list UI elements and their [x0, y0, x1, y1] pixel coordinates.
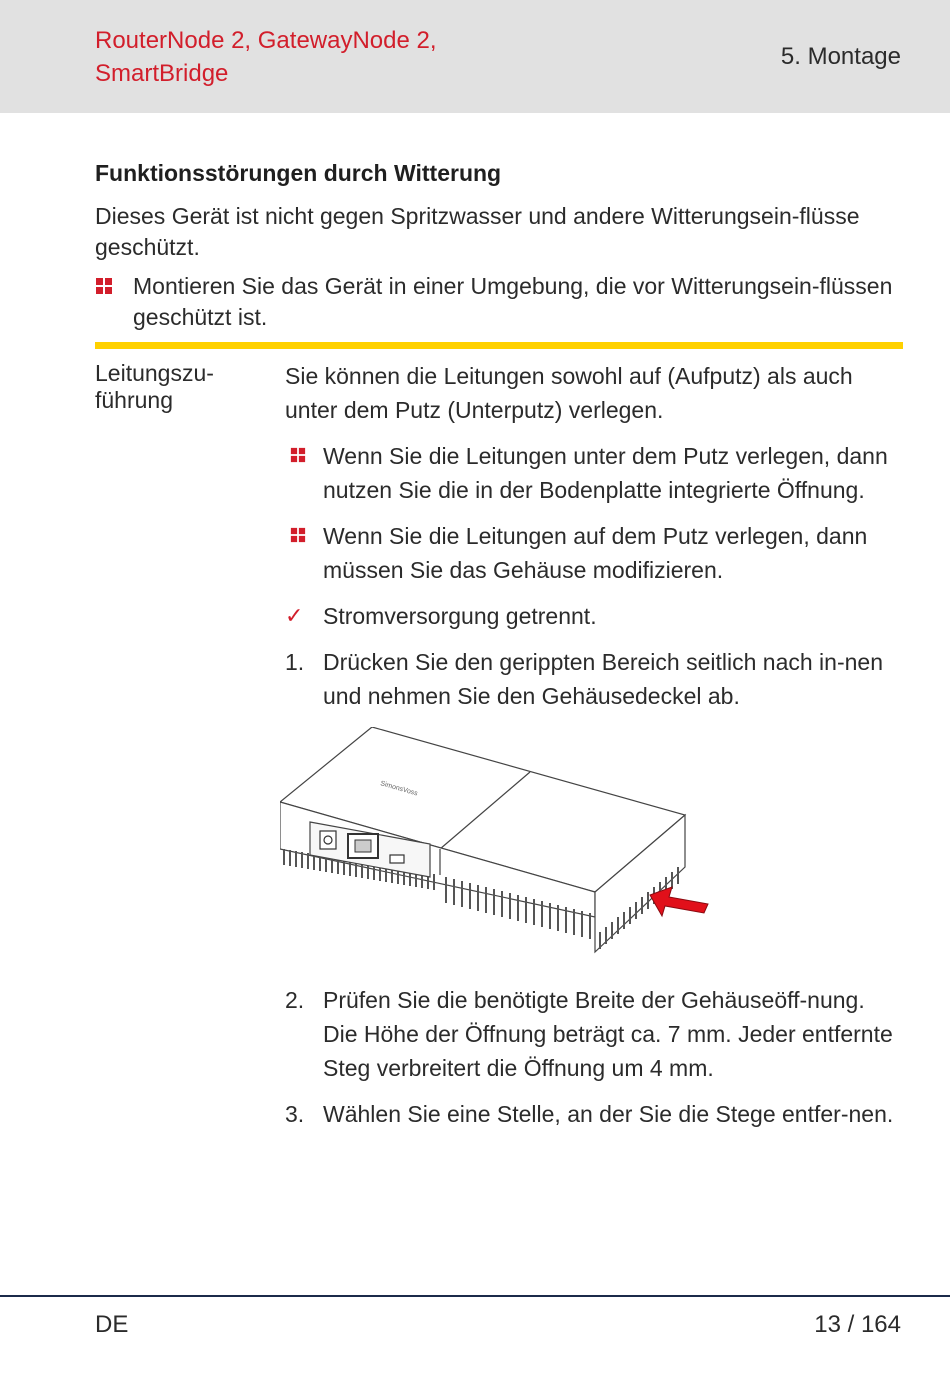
footer-language: DE — [95, 1311, 129, 1338]
figure-brand: SimonsVoss — [379, 780, 419, 798]
step-text: Drücken Sie den gerippten Bereich seitlich nach in-nen und nehmen Sie den Gehäusedeckel ab. — [323, 649, 883, 709]
section-content — [285, 359, 905, 1143]
device-illustration — [280, 727, 720, 967]
page-header — [0, 0, 950, 113]
step-item — [285, 1097, 905, 1131]
precondition — [285, 599, 905, 633]
side-label: Leitungszu-führung — [95, 360, 214, 413]
step-number: 2. — [285, 987, 305, 1013]
bullet-square-icon — [95, 277, 113, 295]
list-item — [285, 519, 905, 587]
check-icon: ✓ — [285, 603, 304, 628]
step-number: 3. — [285, 1101, 305, 1127]
bullet-square-icon — [290, 527, 306, 543]
step-item — [285, 645, 905, 713]
section-intro: Sie können die Leitungen sowohl auf (Aufputz) als auch unter dem Putz (Unterputz) verlegen. — [285, 363, 853, 423]
warning-heading: Funktionsstörungen durch Witterung — [95, 160, 502, 186]
product-title-line1: RouterNode 2, GatewayNode 2, — [95, 27, 437, 54]
section-divider — [95, 342, 903, 349]
warning-action-text: Montieren Sie das Gerät in einer Umgebung, die vor Witterungsein-flüssen geschützt ist. — [133, 273, 893, 330]
step-item — [285, 983, 905, 1085]
step-number: 1. — [285, 649, 305, 675]
arrow-icon — [650, 887, 708, 916]
bullet-square-icon — [290, 447, 306, 463]
footer-page-number: 13 / 164 — [814, 1311, 901, 1338]
device-drawing — [280, 727, 720, 967]
warning-action — [95, 271, 895, 333]
product-title-line2: SmartBridge — [95, 60, 229, 87]
warning-text: Dieses Gerät ist nicht gegen Spritzwasser und andere Witterungsein-flüsse geschützt. — [95, 203, 860, 260]
bullet-text: Wenn Sie die Leitungen unter dem Putz verlegen, dann nutzen Sie die in der Bodenplatte integrierte Öffnung. — [323, 443, 888, 503]
chapter-title: 5. Montage — [780, 43, 901, 70]
step-text: Wählen Sie eine Stelle, an der Sie die Stege entfer-nen. — [323, 1101, 894, 1127]
precondition-text: Stromversorgung getrennt. — [323, 603, 597, 629]
list-item — [285, 439, 905, 507]
step-text: Prüfen Sie die benötigte Breite der Gehäuseöff-nung. Die Höhe der Öffnung beträgt ca. 7 mm. Jeder entfernte Steg verbreitert die Öffnung um 4 mm. — [323, 987, 893, 1081]
product-title — [95, 24, 515, 90]
bullet-text: Wenn Sie die Leitungen auf dem Putz verlegen, dann müssen Sie das Gehäuse modifizieren. — [323, 523, 868, 583]
footer-divider — [0, 1295, 950, 1297]
